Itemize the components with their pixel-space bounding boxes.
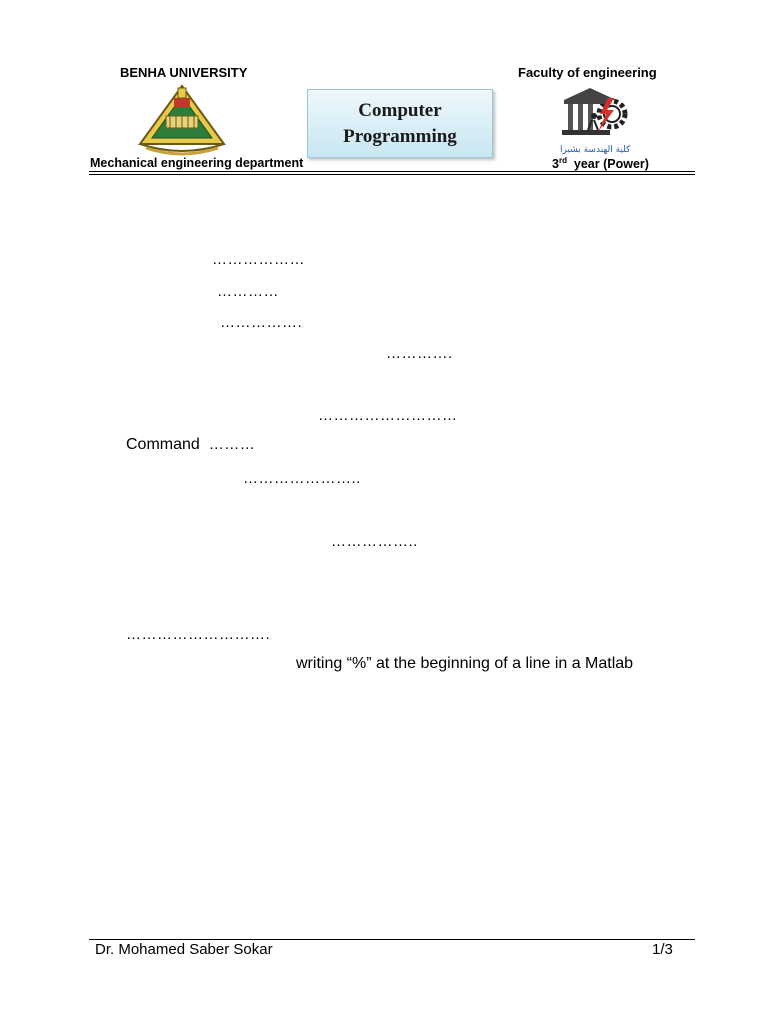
year-rest: year (Power) [573,157,649,172]
footer-page-number: 1/3 [652,941,673,958]
year-suffix: rd [558,156,567,165]
course-title-box [307,89,493,158]
university-name: BENHA UNIVERSITY [120,65,248,80]
header-rule-top [89,171,695,172]
faculty-logo-caption: كلية الهندسة بشبرا [560,145,631,155]
command-blank: ……… [208,436,256,453]
command-label: Command [126,436,200,453]
header-rule-bottom [89,174,695,175]
matlab-comment-line: writing “%” at the beginning of a line in a Matlab [296,655,634,672]
blank-line-5: ……………………… [318,407,458,424]
blank-line-1: ……………… [212,251,305,268]
blank-line-2: ………… [217,283,279,300]
department-name: Mechanical engineering department [90,156,304,170]
blank-line-7: …………….. [331,533,418,550]
year-label [552,156,649,171]
course-title-line1: Computer [358,99,442,121]
command-line [126,436,255,454]
footer-rule [89,939,695,940]
blank-line-8: ………………………. [126,626,271,643]
year-number: 3 [552,157,559,172]
university-logo [136,84,228,156]
blank-line-6: ………………….. [243,470,361,487]
blank-line-4: …………. [386,345,453,362]
course-title-line2: Programming [343,125,457,147]
faculty-logo [560,84,630,154]
faculty-name: Faculty of engineering [518,65,657,80]
blank-line-3: ……………. [220,314,303,331]
footer-author: Dr. Mohamed Saber Sokar [95,941,273,958]
